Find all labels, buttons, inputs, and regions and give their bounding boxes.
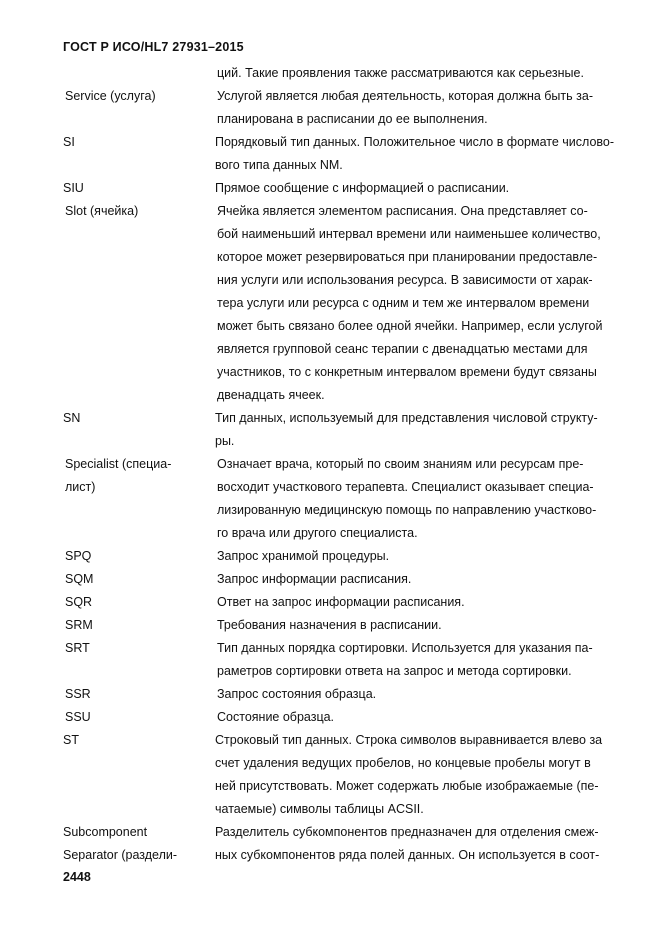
glossary-term: Service (услуга) (65, 89, 156, 103)
glossary-entry (0, 545, 661, 568)
glossary-term: SIU (63, 181, 84, 195)
glossary-definition: Запрос хранимой процедуры. (217, 549, 390, 563)
glossary-term: SQR (65, 595, 93, 609)
glossary-term: SSR (65, 687, 91, 701)
glossary-definition: Требования назначения в расписании. (217, 618, 442, 632)
page-number: 2448 (63, 870, 91, 884)
glossary-entry (0, 453, 661, 545)
glossary-definition: Ячейка является элементом расписания. Она представляет со- бой наименьший интервал времени или наименьшее количество, которое может резервироваться при планировании предоставле- ния услуги или использования ресурса. В зависимости от харак- тера услуги или ресурса с одним и тем же интервалом времени может быть связано более одной ячейки. Например, если услугой является групповой сеанс терапии с двенадцатью местами для участников, то с конкретным интервалом времени будут связаны двенадцать ячеек. (217, 204, 603, 402)
glossary-term: SPQ (65, 549, 92, 563)
glossary-term: Slot (ячейка) (65, 204, 139, 218)
glossary-definition: Разделитель субкомпонентов предназначен для отделения смеж- ных субкомпонентов ряда полей данных. Он используется в соот- (215, 825, 600, 862)
glossary-definition: Тип данных, используемый для представления числовой структу- ры. (215, 411, 598, 448)
glossary-definition: Услугой является любая деятельность, которая должна быть за- планирована в расписании до ее выполнения. (217, 89, 593, 126)
glossary-definition: Порядковый тип данных. Положительное число в формате числово- вого типа данных NM. (215, 135, 615, 172)
glossary-entry (0, 821, 661, 867)
glossary-term: SRT (65, 641, 90, 655)
glossary-term: Specialist (специа- лист) (65, 457, 172, 494)
glossary-list (0, 62, 661, 867)
glossary-entry (0, 568, 661, 591)
glossary-term: SSU (65, 710, 91, 724)
glossary-definition: Состояние образца. (217, 710, 335, 724)
glossary-entry (0, 200, 661, 407)
glossary-entry (0, 614, 661, 637)
glossary-entry (0, 683, 661, 706)
glossary-entry (0, 706, 661, 729)
glossary-term: ST (63, 733, 79, 747)
glossary-definition: ций. Такие проявления также рассматриваются как серьезные. (217, 66, 584, 80)
glossary-term: Subcomponent Separator (раздели- (63, 825, 178, 862)
glossary-entry (0, 591, 661, 614)
glossary-definition: Запрос информации расписания. (217, 572, 412, 586)
glossary-definition: Тип данных порядка сортировки. Используется для указания па- раметров сортировки ответа на запрос и метода сортировки. (217, 641, 593, 678)
glossary-entry (0, 177, 661, 200)
glossary-term: SI (63, 135, 75, 149)
glossary-entry (0, 131, 661, 177)
page-header: ГОСТ Р ИСО/HL7 27931–2015 (63, 40, 244, 54)
glossary-definition: Ответ на запрос информации расписания. (217, 595, 465, 609)
glossary-term: SRM (65, 618, 93, 632)
glossary-definition: Строковый тип данных. Строка символов выравнивается влево за счет удаления ведущих пробелов, но концевые пробелы могут в ней присутствовать. Может содержать любые изображаемые (пе- чатаемые) символы таблицы ACSII. (215, 733, 603, 816)
glossary-definition: Запрос состояния образца. (217, 687, 377, 701)
glossary-definition: Прямое сообщение с информацией о расписании. (215, 181, 510, 195)
glossary-term: SN (63, 411, 81, 425)
glossary-entry (0, 407, 661, 453)
glossary-entry (0, 729, 661, 821)
glossary-definition: Означает врача, который по своим знаниям или ресурсам пре- восходит участкового терапевта. Специалист оказывает специа- лизированную медицинскую помощь по направлению участково- го врача или другого специалиста. (217, 457, 597, 540)
glossary-term: SQM (65, 572, 94, 586)
glossary-entry (0, 637, 661, 683)
glossary-entry (0, 85, 661, 131)
glossary-entry (0, 62, 661, 85)
